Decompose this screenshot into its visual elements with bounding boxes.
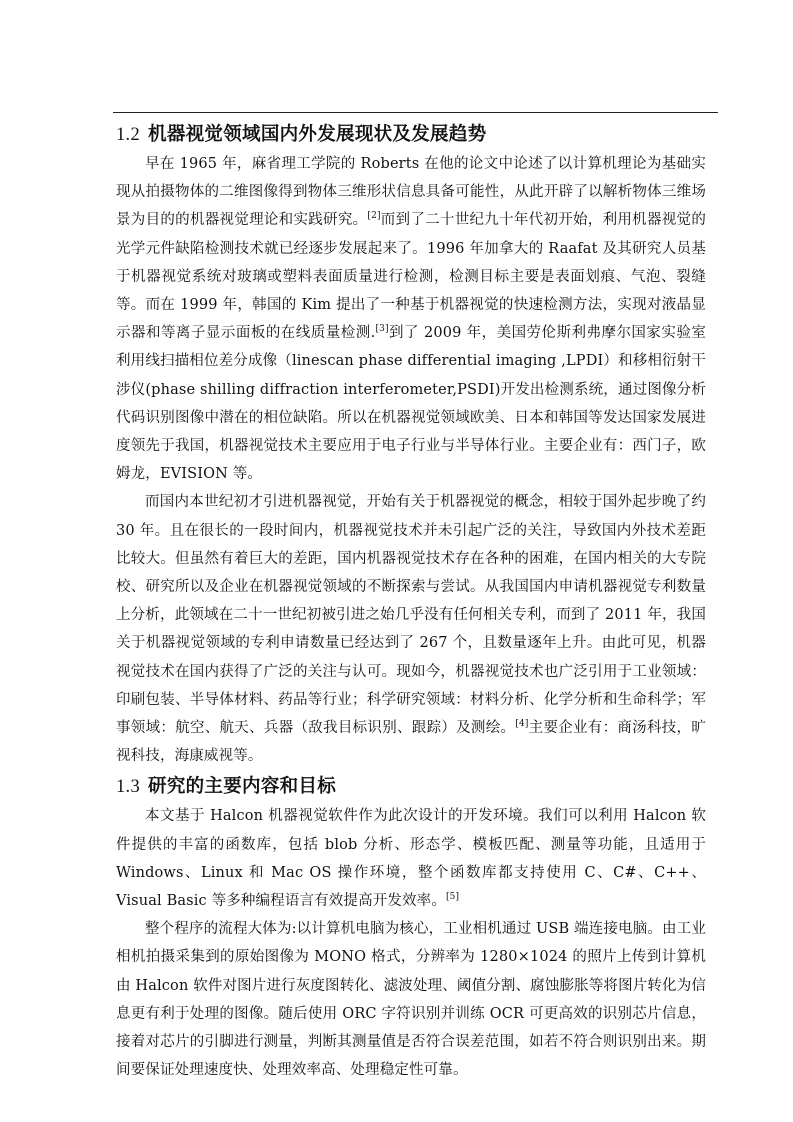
text-run: 而到了二十世纪九十年代初开始，利用机器视觉的光学元件缺陷检测技术就已经逐步发展起来了。1996 年加拿大的 Raafat 及其研究人员基于机器视觉系统对玻璃或塑料表面质量进行检测，检测目标主要是表面划痕、气泡、裂缝等。而在 1999 年，韩国的 Kim 提出了一种基于机器视觉的快速检测方法，实现对液晶显示器和等离子显示面板的在线质量检测. (116, 212, 706, 342)
section-1-3 (116, 772, 706, 1084)
citation: [5] (445, 892, 460, 903)
text-run: 而国内本世纪初才引进机器视觉，开始有关于机器视觉的概念，相较于国外起步晚了约 30 年。且在很长的一段时间内，机器视觉技术并未引起广泛的关注，导致国内外技术差距比较大。但虽然有着巨大的差距，国内机器视觉技术存在各种的困难，在国内相关的大专院校、研究所以及企业在机器视觉领域的不断探索与尝试。从我国国内申请机器视觉专利数量上分析，此领域在二十一世纪初被引进之始几乎没有任何相关专利，而到了 2011 年，我国关于机器视觉领域的专利申请数量已经达到了 267 个，且数量逐年上升。由此可见，机器视觉技术在国内获得了广泛的关注与认可。现如今，机器视觉技术也广泛引用于工业领域：印刷包装、半导体材料、药品等行业；科学研究领域：材料分析、化学分析和生命科学；军事领域：航空、航天、兵器（敌我目标识别、跟踪）及测绘。 (116, 494, 706, 737)
header-rule (113, 112, 718, 113)
text-run: 主要企业有：商汤科技，旷视科技，海康威视等。 (116, 720, 706, 765)
section-number: 1.2 (116, 125, 141, 145)
paragraph (116, 488, 706, 770)
section-number: 1.3 (116, 777, 141, 798)
section-title: 机器视觉领域国内外发展现状及发展趋势 (148, 124, 487, 145)
section-heading (116, 120, 706, 150)
text-run: 整个程序的流程大体为:以计算机电脑为核心，工业相机通过 USB 端连接电脑。由工业相机拍摄采集到的原始图像为 MONO 格式，分辨率为 1280×1024 的照片上传到计算机由 Halcon 软件对图片进行灰度图转化、滤波处理、阈值分割、腐蚀膨胀等将图片转化为信息更有利于处理的图像。随后使用 ORC 字符识别并训练 OCR 可更高效的识别芯片信息，接着对芯片的引脚进行测量，判断其测量值是否符合误差范围，如若不符合则识别出来。期间要保证处理速度快、处理效率高、处理稳定性可靠。 (116, 921, 706, 1079)
document-page (116, 120, 706, 1085)
text-run: 到了 2009 年，美国劳伦斯利弗摩尔国家实验室利用线扫描相位差分成像（linescan phase differential imaging ,LPDI）和移相衍射干涉仪(phase shilling diffraction interferometer,PSDI)开发出检测系统，通过图像分析代码识别图像中潜在的相位缺陷。所以在机器视觉领域欧美、日本和韩国等发达国家发展进度领先于我国，机器视觉技术主要应用于电子行业与半导体行业。主要企业有：西门子，欧姆龙，EVISION 等。 (116, 325, 707, 483)
section-heading (116, 772, 706, 802)
citation: [4] (515, 719, 529, 730)
paragraph (116, 802, 706, 915)
citation: [3] (375, 324, 389, 335)
paragraph (116, 915, 706, 1084)
text-run: 本文基于 Halcon 机器视觉软件作为此次设计的开发环境。我们可以利用 Halcon 软件提供的丰富的函数库，包括 blob 分析、形态学、模板匹配、测量等功能，且适用于 Windows、Linux 和 Mac OS 操作环境，整个函数库都支持使用 C、C#、C++、Visual Basic 等多种编程语言有效提高开发效率。 (116, 808, 706, 910)
paragraph (116, 150, 706, 488)
text-run: 早在 1965 年，麻省理工学院的 Roberts 在他的论文中论述了以计算机理论为基础实现从拍摄物体的二维图像得到物体三维形状信息具备可能性，从此开辟了以解析物体三维场景为目的的机器视觉理论和实践研究。 (116, 156, 706, 229)
section-title: 研究的主要内容和目标 (148, 776, 337, 798)
section-1-2 (116, 120, 706, 770)
citation: [2] (367, 211, 381, 222)
